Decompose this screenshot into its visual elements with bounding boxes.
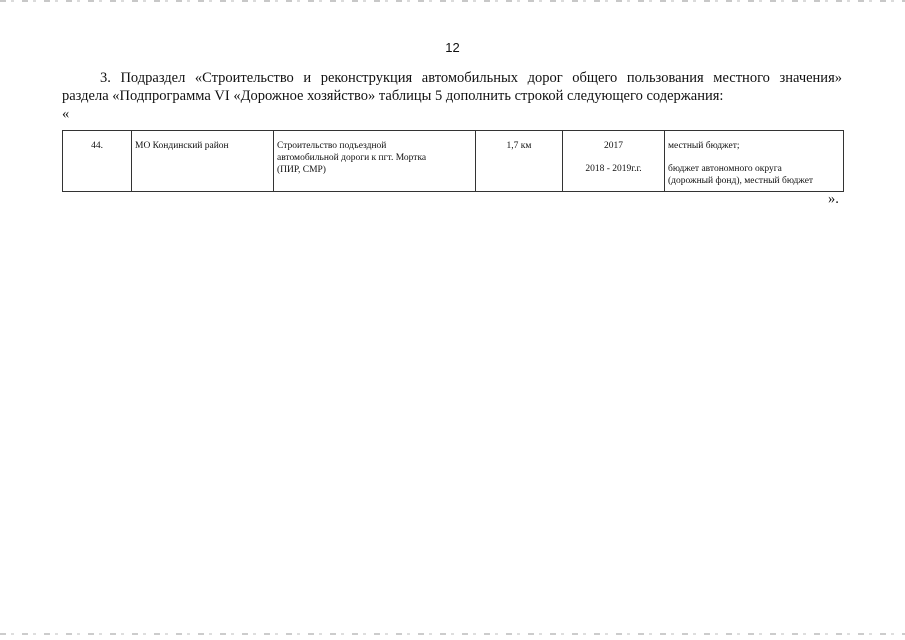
year-second: 2018 - 2019г.г. (585, 164, 642, 174)
cell-gap (668, 152, 840, 163)
funding-first: местный бюджет; (668, 141, 740, 151)
cell-gap (566, 152, 661, 163)
cell-years (563, 131, 665, 192)
page-number: 12 (445, 40, 460, 55)
object-line-3: (ПИР, СМР) (277, 165, 326, 175)
cell-funding (665, 131, 844, 192)
paragraph-line-2: раздела «Подпрограмма VI «Дорожное хозяйство» таблицы 5 дополнить строкой следующего содержания: (62, 88, 724, 104)
year-first: 2017 (604, 141, 623, 151)
amendment-paragraph (62, 69, 842, 105)
table-row (63, 131, 844, 192)
cell-object (274, 131, 476, 192)
paragraph-line-1: 3. Подраздел «Строительство и реконструкция автомобильных дорог общего пользования местного значения» (100, 70, 842, 86)
object-line-1: Строительство подъездной (277, 141, 387, 151)
closing-quote: ». (828, 191, 839, 207)
cell-number: 44. (63, 131, 132, 192)
cell-municipality: МО Кондинский район (132, 131, 274, 192)
cell-length: 1,7 км (476, 131, 563, 192)
funding-second-line-2: (дорожный фонд), местный бюджет (668, 176, 814, 186)
scan-edge-bottom (0, 633, 905, 635)
scan-edge-top (0, 0, 905, 2)
object-line-2: автомобильной дороги к пгт. Мортка (277, 153, 427, 163)
opening-quote: « (62, 106, 70, 122)
funding-second-line-1: бюджет автономного округа (668, 164, 782, 174)
inserted-table-row (62, 130, 844, 192)
